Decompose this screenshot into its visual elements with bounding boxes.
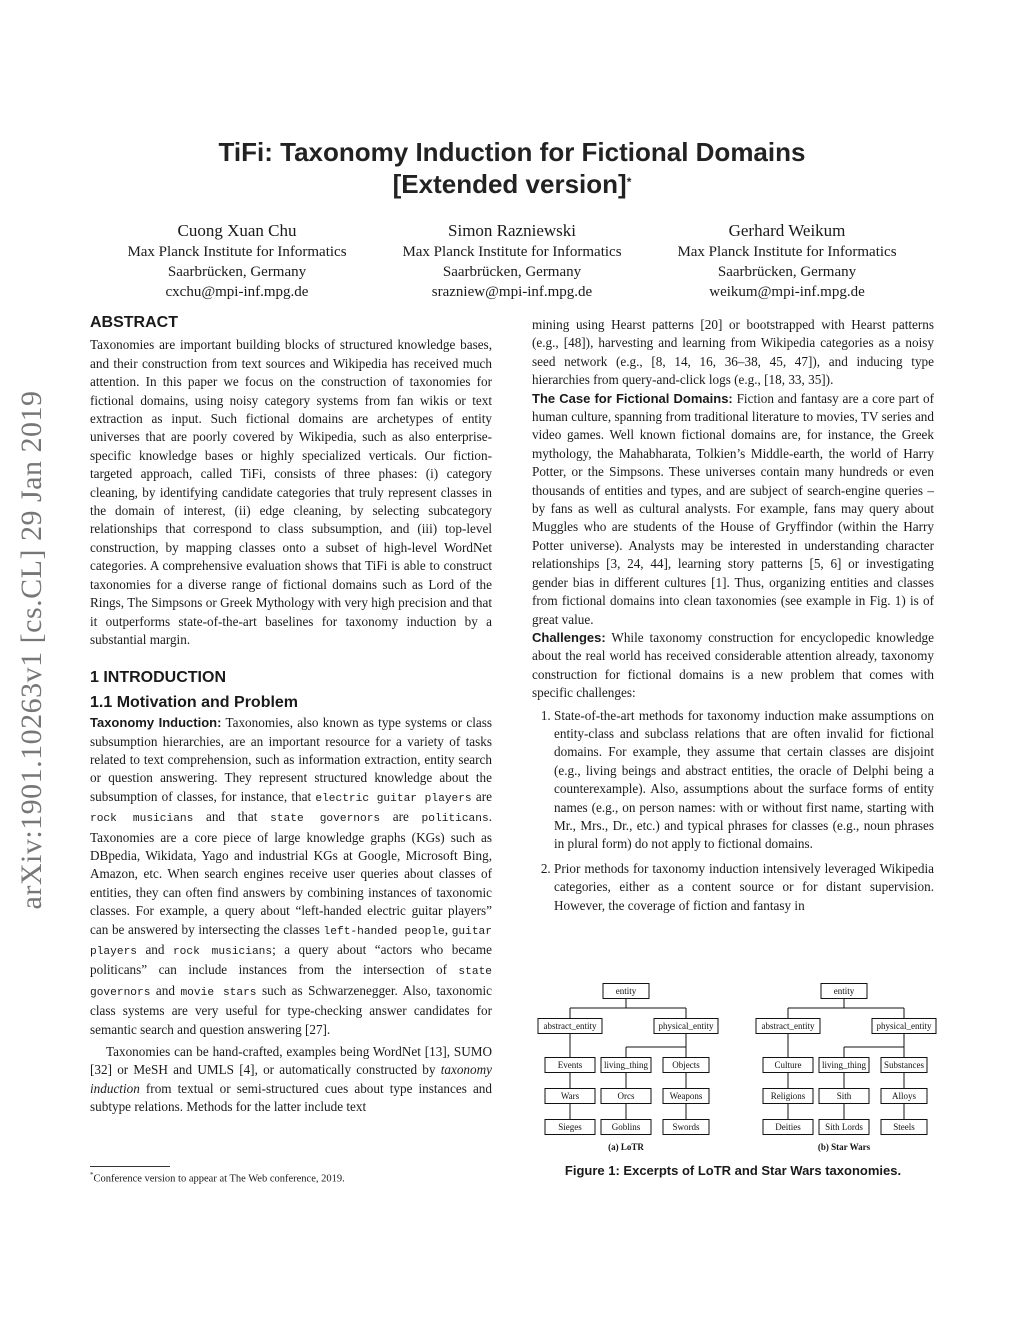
subsection-heading: 1.1 Motivation and Problem — [90, 693, 299, 711]
abstract-text: Taxonomies are important building blocks of structured knowledge bases, and their construction from text sources and Wikipedia has received much attention. In this paper we focus on the construction of taxonomies for fictional domains, using noisy category systems from fan wikis or text extraction as input. Such fictional domains are archetypes of entity universes that are poorly covered by Wikipedia, such as also enterprise-specific knowledge bases or highly specialized verticals. Our fiction-targeted approach, called TiFi, consists of three phases: (i) category cleaning, by identifying candidate categories that truly represent classes in the domain of interest, (ii) edge cleaning, by selecting subcategory relationships that correspond to class subsumption, and (iii) top-level construction, by mapping classes onto a subset of high-level WordNet categories. A comprehensive evaluation shows that TiFi is able to construct taxonomies for a diverse range of fictional domains such as Lord of the Rings, The Simpsons or Greek Mythology with very high precision and that it outperforms state-of-the-art baselines for taxonomy induction by a substantial margin. — [90, 337, 492, 647]
tree-star-wars — [756, 984, 936, 1153]
code-term: left-handed people — [323, 925, 445, 938]
paragraph-lead: Taxonomy Induction: — [90, 715, 222, 731]
author-name: Simon Razniewski — [448, 221, 576, 240]
text-run: and that — [193, 809, 271, 825]
level1-node-label: abstract_entity — [761, 1021, 815, 1031]
list-item: 1. State-of-the-art methods for taxonomy induction make assumptions on entity-class and subclass relations that are often invalid for fictional domains. For example, they assume that certain classes are disjoint (e.g., living beings and abstract entities, the oracle of Delphi being a counterexample). Also, assumptions about the surface forms of entity names (e.g., on person names: with or without first name, starting with Mr., Mrs., Dr., etc.) and typical phrases for classes (e.g., noun phrases in plural form) do not apply to fictional domains. — [554, 707, 934, 854]
figure-caption: Figure 1: Excerpts of LoTR and Star Wars taxonomies. — [564, 1163, 902, 1178]
code-term: state governors — [90, 966, 492, 999]
level3-node-label: Wars — [560, 1091, 580, 1101]
text-run: , — [444, 921, 452, 937]
author-location: Saarbrücken, Germany — [717, 264, 857, 280]
left-column — [90, 314, 492, 1117]
level2-node-label: living_thing — [821, 1060, 867, 1070]
level4-node-label: Steels — [893, 1122, 915, 1132]
code-term: electric guitar players — [315, 792, 472, 805]
text-run: are — [471, 788, 492, 804]
text-run: Fiction and fantasy are a core part of human culture, spanning from traditional literature to movies, TV series and video games. Well known fictional domains are, for instance, the Greek mythology, the Mahabharata, Tolkien’s Middle-earth, the world of Harry Potter, or the Simpsons. These universes contain many hundreds or even thousands of entities and types, and are subject of search-engine queries – by fans as well as cultural analysts. For example, fans may query about Muggles who are students of the House of Gryffindor (within the Harry Potter universe). Analysts may be interested in understanding character relationships [3, 24, 44], learning story patterns [5, 6] or investigating gender bias in different cultures [1]. Thus, organizing entities and classes from fictional domains into clean taxonomies (see example in Fig. 1) is of great value. — [532, 390, 934, 627]
level2-node-label: Events — [557, 1060, 583, 1070]
level4-node-label: Goblins — [611, 1122, 641, 1132]
taxonomy-methods-paragraph — [90, 1043, 492, 1117]
author-name: Gerhard Weikum — [728, 221, 846, 240]
title-footnote-mark: * — [626, 175, 632, 189]
footnote — [90, 1171, 490, 1185]
author-block-1 — [97, 220, 377, 302]
fictional-domains-paragraph — [532, 390, 934, 629]
code-term: guitar players — [90, 925, 492, 958]
challenges-paragraph — [532, 629, 934, 703]
subfigure-label: (b) Star Wars — [817, 1142, 871, 1152]
code-term: rock musicians — [90, 813, 194, 826]
list-item: 2. Prior methods for taxonomy induction intensively leveraged Wikipedia categories, either as a content source or for distant supervision. However, the coverage of fiction and fantasy in — [554, 860, 934, 915]
text-run: While taxonomy construction for encyclopedic knowledge about the real world has received considerable attention already, taxonomy construction for fictional domains is a new problem that comes with specific challenges: — [532, 629, 934, 701]
text-run: and — [150, 982, 181, 998]
subfigure-label: (a) LoTR — [608, 1142, 644, 1152]
text-run: . Taxonomies are a core piece of large knowledge graphs (KGs) such as DBpedia, Wikidata, Yago and industrial KGs at Google, Microsoft Bing, Amazon, etc. When search engines receive user queries about classes of entities, they can often find answers by combining instances of taxonomic classes. For example, a query about “left-handed electric guitar players” can be answered by intersecting the classes — [90, 809, 492, 937]
level2-node-label: Culture — [774, 1060, 802, 1070]
level3-node-label: Sith — [836, 1091, 852, 1101]
author-affiliation: Max Planck Institute for Informatics — [127, 244, 347, 260]
text-run: from textual or semi-structured cues about type instances and subtype relations. Methods for the latter include text — [90, 1080, 492, 1115]
author-affiliation: Max Planck Institute for Informatics — [402, 244, 622, 260]
level1-node-label: abstract_entity — [543, 1021, 597, 1031]
author-affiliation: Max Planck Institute for Informatics — [677, 244, 897, 260]
taxonomy-induction-paragraph — [90, 714, 492, 1039]
right-column — [532, 316, 934, 921]
author-email: cxchu@mpi-inf.mpg.de — [165, 284, 309, 300]
level1-node-label: physical_entity — [658, 1021, 714, 1031]
level2-node-label: Substances — [884, 1060, 924, 1070]
level3-node-label: Orcs — [617, 1091, 635, 1101]
text-run: ; a query about “actors who became politicans” can include instances from the intersection of — [90, 942, 492, 978]
code-term: state governors — [270, 813, 381, 826]
tree-lotr — [538, 984, 718, 1153]
paragraph-lead: Challenges: — [532, 629, 606, 645]
figure-taxonomy-diagram — [528, 975, 938, 1161]
text-run: such as Schwarzenegger. Also, taxonomic class systems are very useful for type-checking answer candidates for semantic search and question answering [27]. — [90, 982, 492, 1037]
abstract-heading: ABSTRACT — [90, 314, 178, 331]
level2-node-label: Objects — [672, 1060, 700, 1070]
text-run: Taxonomies, also known as type systems or class subsumption hierarchies, are an important resource for a variety of tasks related to text comprehension, such as information extraction, entity search or question answering. They represent structured knowledge about the subsumption of classes, for instance, that — [90, 715, 492, 804]
author-block-3 — [647, 220, 927, 302]
paragraph-lead: The Case for Fictional Domains: — [532, 390, 733, 406]
related-work-paragraph: mining using Hearst patterns [20] or bootstrapped with Hearst patterns (e.g., [48]), harvesting and learning from Wikipedia categories as a noisy seed network (e.g., [8, 14, 16, 36–38, 45, 47]), and inducing type hierarchies from query-and-click logs (e.g., [18, 33, 35]). — [532, 317, 934, 388]
section-heading-introduction: 1 INTRODUCTION — [90, 669, 226, 687]
paper-title-extended: [Extended version] — [392, 169, 627, 199]
author-block-2 — [372, 220, 652, 302]
level1-node-label: physical_entity — [876, 1021, 932, 1031]
text-run: and — [137, 942, 173, 957]
code-term: movie stars — [180, 986, 257, 999]
level2-node-label: living_thing — [603, 1060, 649, 1070]
text-run: Taxonomies can be hand-crafted, examples being WordNet [13], SUMO [32] or MeSH and UMLS [4], or automatically constructed by — [90, 1044, 492, 1078]
author-location: Saarbrücken, Germany — [442, 264, 582, 280]
footnote-rule — [90, 1166, 170, 1167]
text-run: are — [380, 809, 422, 825]
footnote-text: Conference version to appear at The Web conference, 2019. — [93, 1173, 345, 1185]
level4-node-label: Sieges — [558, 1122, 582, 1132]
level3-node-label: Alloys — [891, 1091, 917, 1101]
author-email: weikum@mpi-inf.mpg.de — [709, 284, 865, 300]
root-node-label: entity — [615, 986, 637, 996]
arxiv-stamp: arXiv:1901.10263v1 [cs.CL] 29 Jan 2019 — [15, 390, 48, 910]
level4-node-label: Swords — [672, 1122, 700, 1132]
level4-node-label: Deities — [775, 1122, 801, 1132]
author-name: Cuong Xuan Chu — [177, 221, 297, 240]
level4-node-label: Sith Lords — [825, 1122, 863, 1132]
author-location: Saarbrücken, Germany — [167, 264, 307, 280]
root-node-label: entity — [833, 986, 855, 996]
level3-node-label: Religions — [770, 1091, 806, 1101]
footnote-mark: * — [90, 1171, 94, 1179]
challenges-list — [532, 707, 934, 915]
paper-title-line2 — [0, 168, 1024, 200]
emphasis: taxonomy induction — [90, 1062, 492, 1096]
level3-node-label: Weapons — [669, 1091, 703, 1101]
paper-title-line1: TiFi: Taxonomy Induction for Fictional Domains — [218, 137, 806, 167]
author-email: srazniew@mpi-inf.mpg.de — [431, 284, 593, 300]
code-term: politicans — [421, 813, 489, 826]
code-term: rock musicians — [172, 946, 273, 958]
